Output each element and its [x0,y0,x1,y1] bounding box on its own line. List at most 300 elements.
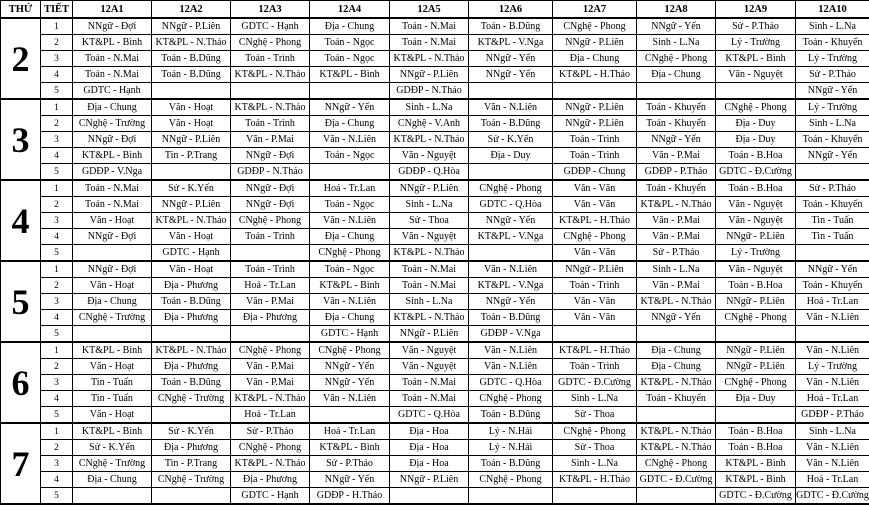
period-number: 5 [41,407,73,424]
lesson-cell: Sinh - L.Na [796,116,869,132]
lesson-cell: CNghệ - Phong [469,180,553,197]
lesson-cell: GDTC - Đ.Cường [716,488,796,505]
lesson-cell: NNgữ - Yến [637,310,716,326]
table-row [1,213,869,229]
lesson-cell: Văn - Hoạt [73,278,152,294]
lesson-cell: CNghệ - Phong [716,99,796,116]
lesson-cell: NNgữ - Đợi [73,261,152,278]
lesson-cell [469,164,553,181]
lesson-cell: Địa - Duy [716,116,796,132]
lesson-cell: NNgữ - Yến [469,51,553,67]
lesson-cell: NNgữ - Yến [637,18,716,35]
table-row [1,197,869,213]
lesson-cell: Địa - Duy [469,148,553,164]
lesson-cell: Văn - Văn [553,245,637,262]
lesson-cell: CNghệ - Trường [73,116,152,132]
lesson-cell: Lý - Trường [796,99,869,116]
lesson-cell: Địa - Chung [553,51,637,67]
lesson-cell: Địa - Chung [73,99,152,116]
lesson-cell: KT&PL - Bình [310,278,390,294]
lesson-cell: GDTC - Đ.Cường [637,472,716,488]
lesson-cell: Sử - K.Yến [152,180,231,197]
lesson-cell: Văn - Nguyệt [716,261,796,278]
lesson-cell: Địa - Chung [637,67,716,83]
period-number: 2 [41,278,73,294]
period-number: 4 [41,391,73,407]
lesson-cell: NNgữ - Đợi [73,18,152,35]
period-number: 1 [41,261,73,278]
lesson-cell: KT&PL - N.Thảo [637,197,716,213]
lesson-cell: GDĐP - P.Thảo [637,164,716,181]
lesson-cell: Toán - N.Mai [390,278,469,294]
lesson-cell [716,407,796,424]
lesson-cell: Địa - Phương [152,278,231,294]
lesson-cell: Toán - B.Dũng [469,310,553,326]
lesson-cell: Toán - Khuyến [637,99,716,116]
period-number: 3 [41,51,73,67]
lesson-cell: Văn - Hoạt [73,359,152,375]
lesson-cell: Toán - B.Dũng [469,116,553,132]
lesson-cell: GDTC - Hạnh [152,245,231,262]
period-number: 5 [41,326,73,343]
lesson-cell: Văn - P.Mai [637,148,716,164]
lesson-cell: KT&PL - N.Thảo [231,391,310,407]
lesson-cell: KT&PL - Bình [73,342,152,359]
lesson-cell: KT&PL - Bình [716,51,796,67]
lesson-cell [796,326,869,343]
table-row [1,180,869,197]
lesson-cell: Sinh - L.Na [637,35,716,51]
lesson-cell: KT&PL - Bình [310,440,390,456]
lesson-cell: KT&PL - N.Thảo [231,67,310,83]
period-number: 1 [41,99,73,116]
lesson-cell [716,83,796,100]
lesson-cell: Văn - P.Mai [231,375,310,391]
lesson-cell: Toán - Trình [553,132,637,148]
lesson-cell: Văn - Nguyệt [716,197,796,213]
period-number: 5 [41,245,73,262]
lesson-cell: Toán - Khuyến [796,35,869,51]
lesson-cell: Văn - Hoạt [73,213,152,229]
lesson-cell: Toán - Trình [231,261,310,278]
lesson-cell: Địa - Chung [73,294,152,310]
lesson-cell: NNgữ - Yến [469,213,553,229]
lesson-cell: CNghệ - Trường [152,391,231,407]
lesson-cell: KT&PL - H.Thảo [553,342,637,359]
lesson-cell: NNgữ - P.Liên [390,326,469,343]
lesson-cell: Văn - N.Liên [310,391,390,407]
table-row [1,99,869,116]
lesson-cell: Văn - P.Mai [637,278,716,294]
lesson-cell: GDĐP - N.Thảo [231,164,310,181]
period-number: 4 [41,472,73,488]
table-row [1,229,869,245]
day-label: 7 [1,423,41,504]
lesson-cell: Địa - Phương [152,440,231,456]
period-number: 3 [41,375,73,391]
table-row [1,342,869,359]
lesson-cell: Tin - P.Trang [152,456,231,472]
class-header: 12A4 [310,1,390,19]
lesson-cell: Sinh - L.Na [637,261,716,278]
lesson-cell: Hoá - Tr.Lan [796,391,869,407]
lesson-cell: GDTC - Hạnh [73,83,152,100]
lesson-cell: Tin - P.Trang [152,148,231,164]
lesson-cell [796,245,869,262]
lesson-cell: CNghệ - Trường [152,472,231,488]
class-header: 12A2 [152,1,231,19]
period-number: 2 [41,440,73,456]
lesson-cell: GDĐP - H.Thảo [310,488,390,505]
lesson-cell: Tin - Tuấn [796,229,869,245]
period-number: 3 [41,456,73,472]
table-row [1,278,869,294]
lesson-cell: KT&PL - Bình [73,423,152,440]
table-row [1,294,869,310]
lesson-cell: NNgữ - Yến [796,83,869,100]
lesson-cell: Văn - N.Liên [310,132,390,148]
lesson-cell: Toán - N.Mai [73,51,152,67]
lesson-cell: Văn - Văn [553,310,637,326]
lesson-cell: Toán - N.Mai [73,180,152,197]
lesson-cell: Sinh - L.Na [796,18,869,35]
lesson-cell: Văn - Văn [553,197,637,213]
lesson-cell: Văn - Nguyệt [716,213,796,229]
lesson-cell [152,407,231,424]
lesson-cell: Địa - Phương [152,359,231,375]
lesson-cell: Văn - N.Liên [469,342,553,359]
lesson-cell: Sinh - L.Na [390,197,469,213]
lesson-cell: NNgữ - P.Liên [553,116,637,132]
lesson-cell: NNgữ - Yến [310,99,390,116]
lesson-cell: Văn - N.Liên [469,359,553,375]
lesson-cell: Văn - N.Liên [469,261,553,278]
lesson-cell: Lý - N.Hải [469,423,553,440]
lesson-cell: Văn - N.Liên [796,440,869,456]
lesson-cell: Toán - Khuyến [637,180,716,197]
lesson-cell: NNgữ - P.Liên [553,261,637,278]
lesson-cell: Hoá - Tr.Lan [796,472,869,488]
lesson-cell: CNghệ - Phong [231,35,310,51]
lesson-cell: Sử - Thoa [390,213,469,229]
lesson-cell [310,407,390,424]
lesson-cell: KT&PL - N.Thảo [152,213,231,229]
class-header: 12A7 [553,1,637,19]
lesson-cell [390,488,469,505]
lesson-cell: GDĐP - P.Thảo [796,407,869,424]
lesson-cell: Toán - Ngọc [310,197,390,213]
lesson-cell: NNgữ - Đợi [231,148,310,164]
period-number: 4 [41,67,73,83]
table-row [1,164,869,181]
period-number: 2 [41,359,73,375]
lesson-cell: Lý - Trường [716,245,796,262]
class-header: 12A5 [390,1,469,19]
lesson-cell: Toán - Trình [231,51,310,67]
day-header: THỨ [1,1,41,19]
lesson-cell: Toán - Ngọc [310,51,390,67]
lesson-cell: Toán - Khuyến [637,391,716,407]
period-number: 5 [41,83,73,100]
period-number: 2 [41,197,73,213]
lesson-cell: Sử - P.Thảo [231,423,310,440]
lesson-cell: KT&PL - Bình [716,472,796,488]
lesson-cell: NNgữ - Yến [469,67,553,83]
lesson-cell: Hoá - Tr.Lan [310,423,390,440]
day-label: 5 [1,261,41,342]
lesson-cell: Văn - N.Liên [469,99,553,116]
lesson-cell: Hoá - Tr.Lan [231,278,310,294]
lesson-cell: Sinh - L.Na [796,423,869,440]
lesson-cell: Văn - P.Mai [231,132,310,148]
day-label: 4 [1,180,41,261]
lesson-cell: GDĐP - Chung [553,164,637,181]
lesson-cell [716,326,796,343]
day-label: 3 [1,99,41,180]
lesson-cell: CNghệ - Phong [310,245,390,262]
header-row [1,1,869,19]
lesson-cell: CNghệ - Phong [637,456,716,472]
lesson-cell: Địa - Hoa [390,423,469,440]
lesson-cell: Hoá - Tr.Lan [796,294,869,310]
period-number: 5 [41,164,73,181]
lesson-cell [231,245,310,262]
lesson-cell: Văn - Nguyệt [390,342,469,359]
lesson-cell: Sinh - L.Na [390,99,469,116]
lesson-cell: CNghệ - Phong [469,472,553,488]
lesson-cell: CNghệ - Phong [469,391,553,407]
lesson-cell: Toán - N.Mai [390,18,469,35]
period-number: 3 [41,213,73,229]
table-row [1,472,869,488]
table-row [1,148,869,164]
lesson-cell: Toán - B.Dũng [152,375,231,391]
lesson-cell: KT&PL - N.Thảo [637,423,716,440]
lesson-cell: NNgữ - Yến [796,148,869,164]
period-number: 1 [41,423,73,440]
lesson-cell: GDTC - Hạnh [310,326,390,343]
lesson-cell: Văn - Nguyệt [716,67,796,83]
lesson-cell: Sinh - L.Na [553,391,637,407]
lesson-cell: KT&PL - H.Thảo [553,472,637,488]
lesson-cell: Sử - Thoa [553,440,637,456]
lesson-cell: CNghệ - Phong [310,342,390,359]
lesson-cell: NNgữ - Yến [310,375,390,391]
lesson-cell: NNgữ - Yến [310,472,390,488]
lesson-cell: Lý - Trường [716,35,796,51]
lesson-cell: CNghệ - Phong [637,51,716,67]
lesson-cell: Địa - Phương [152,310,231,326]
period-number: 1 [41,180,73,197]
lesson-cell [310,83,390,100]
lesson-cell: Tin - Tuấn [73,391,152,407]
lesson-cell: Văn - N.Liên [310,294,390,310]
lesson-cell: KT&PL - Bình [716,456,796,472]
table-row [1,132,869,148]
lesson-cell: Lý - N.Hải [469,440,553,456]
table-row [1,407,869,424]
period-number: 4 [41,310,73,326]
lesson-cell: Văn - P.Mai [637,213,716,229]
day-label: 6 [1,342,41,423]
class-header: 12A6 [469,1,553,19]
period-number: 2 [41,35,73,51]
lesson-cell: Sử - K.Yến [469,132,553,148]
lesson-cell: GDTC - Hạnh [231,18,310,35]
lesson-cell [469,83,553,100]
lesson-cell: Toán - Ngọc [310,35,390,51]
table-row [1,51,869,67]
table-row [1,375,869,391]
lesson-cell: Toán - Khuyến [796,197,869,213]
period-number: 1 [41,18,73,35]
lesson-cell: Toán - Trình [553,278,637,294]
lesson-cell: Địa - Hoa [390,456,469,472]
lesson-cell: Văn - N.Liên [796,310,869,326]
lesson-cell: CNghệ - Phong [231,213,310,229]
lesson-cell: KT&PL - N.Thảo [390,51,469,67]
lesson-cell [152,326,231,343]
period-number: 4 [41,148,73,164]
lesson-cell: GDTC - Đ.Cường [716,164,796,181]
lesson-cell: Văn - Hoạt [152,99,231,116]
lesson-cell: NNgữ - P.Liên [152,18,231,35]
lesson-cell: Lý - Trường [796,359,869,375]
class-header: 12A3 [231,1,310,19]
lesson-cell: CNghệ - Phong [231,342,310,359]
lesson-cell: Toán - Trình [553,148,637,164]
lesson-cell: CNghệ - Trường [73,310,152,326]
lesson-cell: Sử - P.Thảo [796,180,869,197]
lesson-cell [152,488,231,505]
table-row [1,18,869,35]
lesson-cell [637,488,716,505]
lesson-cell [469,245,553,262]
lesson-cell [231,83,310,100]
lesson-cell: Văn - Hoạt [73,407,152,424]
lesson-cell: Lý - Trường [796,51,869,67]
lesson-cell: Văn - Nguyệt [390,359,469,375]
lesson-cell: CNghệ - Phong [553,229,637,245]
lesson-cell: Toán - Ngọc [310,261,390,278]
lesson-cell: Địa - Duy [716,391,796,407]
lesson-cell: Sử - P.Thảo [310,456,390,472]
lesson-cell: NNgữ - Đợi [231,197,310,213]
lesson-cell: KT&PL - N.Thảo [637,440,716,456]
lesson-cell: Văn - N.Liên [310,213,390,229]
lesson-cell: KT&PL - N.Thảo [152,342,231,359]
lesson-cell: Toán - N.Mai [390,35,469,51]
lesson-cell: Địa - Chung [310,229,390,245]
lesson-cell: Sử - K.Yến [73,440,152,456]
lesson-cell: CNghệ - V.Anh [390,116,469,132]
lesson-cell: Toán - B.Hoa [716,148,796,164]
lesson-cell: KT&PL - N.Thảo [390,245,469,262]
lesson-cell [73,488,152,505]
lesson-cell: NNgữ - P.Liên [152,197,231,213]
lesson-cell: Địa - Chung [637,359,716,375]
lesson-cell: GDĐP - N.Thảo [390,83,469,100]
lesson-cell: Toán - Trình [553,359,637,375]
lesson-cell: KT&PL - N.Thảo [231,456,310,472]
lesson-cell: KT&PL - N.Thảo [637,375,716,391]
class-header: 12A9 [716,1,796,19]
lesson-cell: NNgữ - Đợi [73,132,152,148]
lesson-cell: Sử - P.Thảo [796,67,869,83]
table-row [1,83,869,100]
lesson-cell: Toán - B.Hoa [716,180,796,197]
lesson-cell: Toán - Trình [231,116,310,132]
lesson-cell: Toán - B.Dũng [469,407,553,424]
lesson-cell: CNghệ - Phong [553,423,637,440]
lesson-cell: Toán - N.Mai [390,261,469,278]
lesson-cell: Văn - Hoạt [152,261,231,278]
lesson-cell: KT&PL - Bình [73,35,152,51]
period-number: 3 [41,294,73,310]
lesson-cell: KT&PL - N.Thảo [152,35,231,51]
lesson-cell: NNgữ - P.Liên [553,35,637,51]
lesson-cell: Toán - Ngọc [310,148,390,164]
lesson-cell: Văn - Văn [553,294,637,310]
lesson-cell: KT&PL - H.Thảo [553,67,637,83]
lesson-cell: Tin - Tuấn [73,375,152,391]
lesson-cell: Toán - N.Mai [73,67,152,83]
table-row [1,359,869,375]
table-row [1,456,869,472]
lesson-cell: Văn - Hoạt [152,229,231,245]
lesson-cell: KT&PL - N.Thảo [390,132,469,148]
lesson-cell [231,326,310,343]
lesson-cell [73,245,152,262]
lesson-cell: Địa - Phương [231,472,310,488]
lesson-cell: Địa - Chung [73,472,152,488]
table-row [1,245,869,262]
lesson-cell: GDTC - Q.Hòa [469,375,553,391]
lesson-cell: KT&PL - V.Nga [469,278,553,294]
lesson-cell: Sử - K.Yến [152,423,231,440]
lesson-cell: Sử - P.Thảo [637,245,716,262]
lesson-cell: NNgữ - P.Liên [152,132,231,148]
lesson-cell: NNgữ - P.Liên [716,342,796,359]
lesson-cell: Văn - P.Mai [637,229,716,245]
class-header: 12A8 [637,1,716,19]
lesson-cell: Toán - B.Hoa [716,440,796,456]
lesson-cell [73,326,152,343]
lesson-cell: CNghệ - Phong [231,440,310,456]
period-header: TIẾT [41,1,73,19]
table-row [1,488,869,505]
lesson-cell: NNgữ - P.Liên [390,472,469,488]
lesson-cell: Toán - N.Mai [73,197,152,213]
lesson-cell: Toán - Khuyến [796,132,869,148]
lesson-cell: Toán - Trình [231,229,310,245]
day-label: 2 [1,18,41,99]
lesson-cell: NNgữ - Đợi [231,180,310,197]
lesson-cell: NNgữ - P.Liên [716,294,796,310]
lesson-cell [152,83,231,100]
lesson-cell: GDĐP - V.Nga [73,164,152,181]
lesson-cell: Văn - N.Liên [796,375,869,391]
lesson-cell: Toán - N.Mai [390,375,469,391]
lesson-cell [796,164,869,181]
lesson-cell: NNgữ - Đợi [73,229,152,245]
lesson-cell [310,164,390,181]
period-number: 2 [41,116,73,132]
lesson-cell: Toán - B.Dũng [152,67,231,83]
table-row [1,310,869,326]
lesson-cell: NNgữ - P.Liên [390,67,469,83]
lesson-cell: Sinh - L.Na [553,456,637,472]
